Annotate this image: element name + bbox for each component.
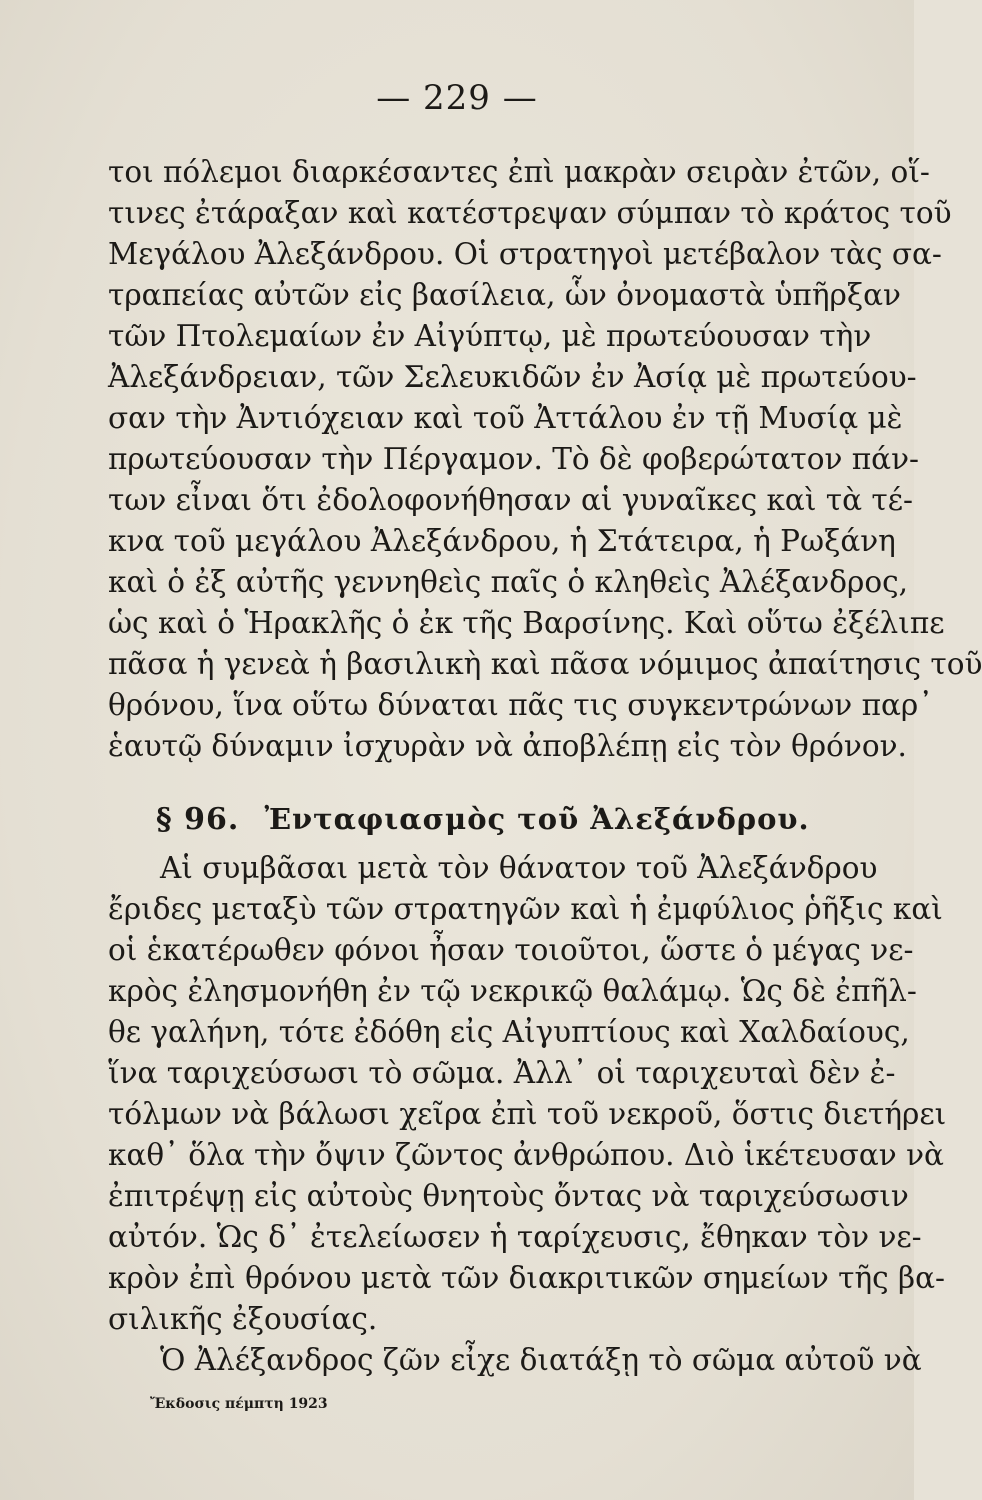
text-line: καθ᾿ ὅλα τὴν ὄψιν ζῶντος ἀνθρώπου. Διὸ ἱκέτευσαν νὰ	[108, 1138, 944, 1172]
text-line: τῶν Πτολεμαίων ἐν Αἰγύπτῳ, μὲ πρωτεύουσαν τὴν	[108, 319, 872, 353]
page-number: — 229 —	[376, 78, 538, 118]
text-line: ἑαυτῷ δύναμιν ἰσχυρὰν νὰ ἀποβλέπῃ εἰς τὸν θρόνον.	[108, 729, 907, 763]
text-line: θε γαλήνη, τότε ἐδόθη εἰς Αἰγυπτίους καὶ Χαλδαίους,	[108, 1015, 910, 1049]
text-line: καὶ ὁ ἐξ αὐτῆς γεννηθεὶς παῖς ὁ κληθεὶς Ἀλέξανδρος,	[108, 565, 908, 599]
text-line: των εἶναι ὅτι ἐδολοφονήθησαν αἱ γυναῖκες καὶ τὰ τέ-	[108, 483, 913, 517]
text-line: ἵνα ταριχεύσωσι τὸ σῶμα. Ἀλλ᾿ οἱ ταριχευταὶ δὲν ἐ-	[108, 1056, 896, 1090]
text-line: Μεγάλου Ἀλεξάνδρου. Οἱ στρατηγοὶ μετέβαλον τὰς σα-	[108, 237, 942, 271]
text-line: κρὸς ἐλησμονήθη ἐν τῷ νεκρικῷ θαλάμῳ. Ὡς δὲ ἐπῆλ-	[108, 974, 917, 1008]
text-line: κρὸν ἐπὶ θρόνου μετὰ τῶν διακριτικῶν σημείων τῆς βα-	[108, 1261, 945, 1295]
section-heading	[108, 799, 868, 840]
section-title: Ἐνταφιασμὸς τοῦ Ἀλεξάνδρου.	[264, 802, 810, 836]
text-line: τραπείας αὐτῶν εἰς βασίλεια, ὧν ὀνομαστὰ ὑπῆρξαν	[108, 278, 901, 312]
paragraph-3	[108, 1340, 922, 1381]
text-line: σιλικῆς ἐξουσίας.	[108, 1302, 378, 1336]
text-line: ὡς καὶ ὁ Ἡρακλῆς ὁ ἐκ τῆς Βαρσίνης. Καὶ οὕτω ἐξέλιπε	[108, 606, 945, 640]
text-line: αὐτόν. Ὡς δ᾿ ἐτελείωσεν ἡ ταρίχευσις, ἔθηκαν τὸν νε-	[108, 1220, 922, 1254]
text-line: οἱ ἑκατέρωθεν φόνοι ἦσαν τοιοῦτοι, ὥστε ὁ μέγας νε-	[108, 933, 914, 967]
text-line: ἔριδες μεταξὺ τῶν στρατηγῶν καὶ ἡ ἐμφύλιος ῥῆξις καὶ	[108, 892, 943, 926]
text-line: ἐπιτρέψῃ εἰς αὐτοὺς θνητοὺς ὄντας νὰ ταριχεύσωσιν	[108, 1179, 909, 1213]
text-line: Αἱ συμβᾶσαι μετὰ τὸν θάνατον τοῦ Ἀλεξάνδρου	[160, 851, 878, 885]
text-line: τινες ἐτάραξαν καὶ κατέστρεψαν σύμπαν τὸ κράτος τοῦ	[108, 196, 952, 230]
page-body	[108, 152, 982, 1381]
text-line: κνα τοῦ μεγάλου Ἀλεξάνδρου, ἡ Στάτειρα, ἡ Ρωξάνη	[108, 524, 896, 558]
text-line: τοι πόλεμοι διαρκέσαντες ἐπὶ μακρὰν σειρὰν ἐτῶν, οἵ-	[108, 155, 930, 189]
section-number: § 96.	[156, 802, 240, 837]
text-line: πᾶσα ἡ γενεὰ ἡ βασιλικὴ καὶ πᾶσα νόμιμος ἀπαίτησις τοῦ	[108, 647, 982, 681]
paragraph-2	[108, 848, 947, 1340]
edition-note: Ἔκδοσις πέμπτη 1923	[150, 1396, 328, 1412]
text-line: Ἀλεξάνδρειαν, τῶν Σελευκιδῶν ἐν Ἀσίᾳ μὲ πρωτεύου-	[108, 360, 917, 394]
text-line: τόλμων νὰ βάλωσι χεῖρα ἐπὶ τοῦ νεκροῦ, ὅστις διετήρει	[108, 1097, 947, 1131]
text-line: Ὁ Ἀλέξανδρος ζῶν εἶχε διατάξῃ τὸ σῶμα αὐτοῦ νὰ	[160, 1343, 922, 1377]
paragraph-1	[108, 152, 982, 767]
text-line: θρόνου, ἵνα οὕτω δύναται πᾶς τις συγκεντρώνων παρ᾿	[108, 688, 933, 722]
text-line: πρωτεύουσαν τὴν Πέργαμον. Τὸ δὲ φοβερώτατον πάν-	[108, 442, 919, 476]
text-line: σαν τὴν Ἀντιόχειαν καὶ τοῦ Ἀττάλου ἐν τῇ Μυσίᾳ μὲ	[108, 401, 903, 435]
